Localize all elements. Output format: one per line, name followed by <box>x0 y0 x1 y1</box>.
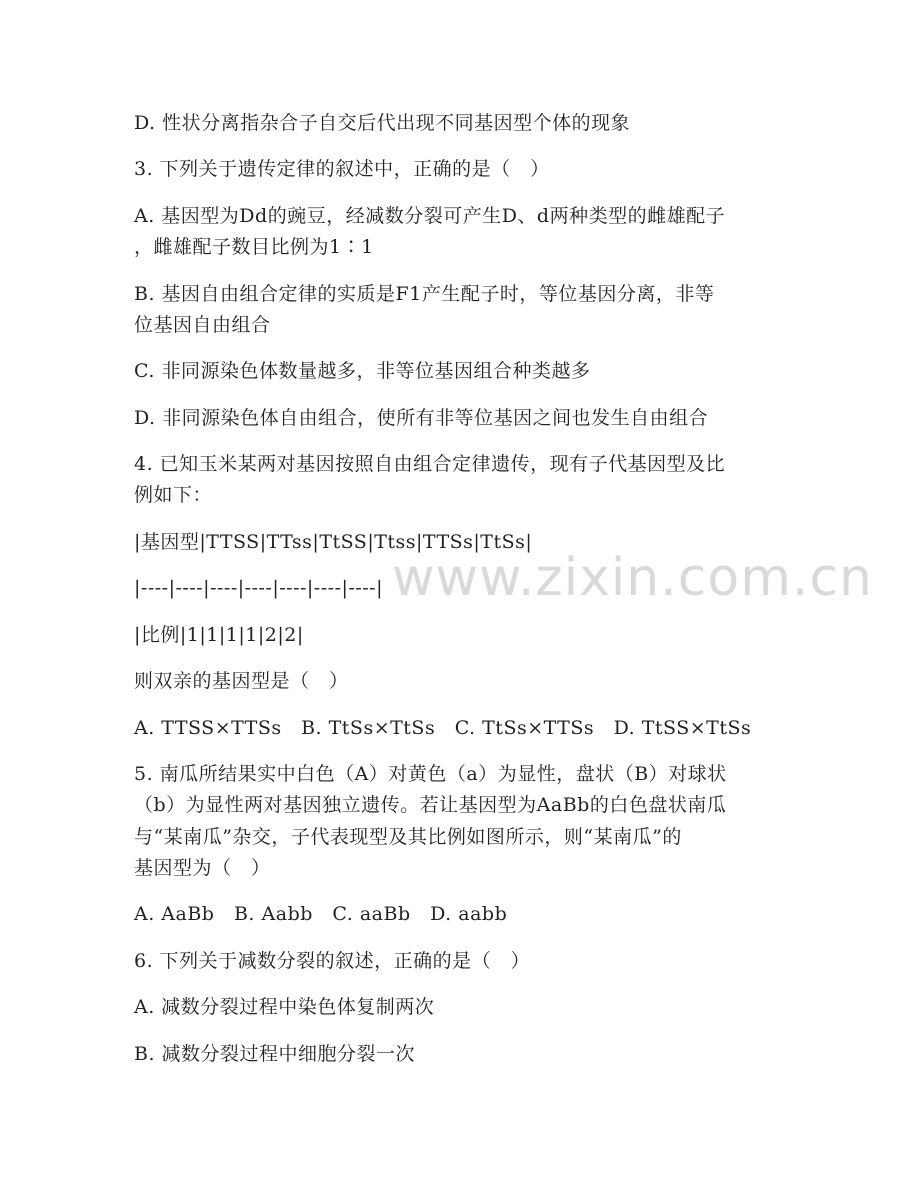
option-a-q3-line2: ，雌雄配子数目比例为1∶1 <box>134 236 374 258</box>
option-c-q3: C. 非同源染色体数量越多，非等位基因组合种类越多 <box>134 360 591 382</box>
option-b-q3-line1: B. 基因自由组合定律的实质是F1产生配子时，等位基因分离，非等 <box>134 283 715 305</box>
option-b-q3-line2: 位基因自由组合 <box>134 314 271 336</box>
question-4-stem-line1: 4. 已知玉米某两对基因按照自由组合定律遗传，现有子代基因型及比 <box>134 453 726 475</box>
table-ratio-row: |比例|1|1|1|1|2|2| <box>134 624 304 646</box>
question-5-stem-line3: 与“某南瓜”杂交，子代表现型及其比例如图所示，则“某南瓜”的 <box>134 826 682 848</box>
question-5-stem-line1: 5. 南瓜所结果实中白色（A）对黄色（a）为显性，盘状（B）对球状 <box>134 763 727 785</box>
question-4-ask: 则双亲的基因型是（ ） <box>134 670 349 692</box>
watermark: www.zixin.com.cn <box>392 548 873 608</box>
question-6-stem: 6. 下列关于减数分裂的叙述，正确的是（ ） <box>134 950 531 972</box>
question-5-options: A. AaBb B. Aabb C. aaBb D. aabb <box>134 903 508 925</box>
question-3-stem: 3. 下列关于遗传定律的叙述中，正确的是（ ） <box>134 158 550 180</box>
table-separator-row: |----|----|----|----|----|----|----| <box>134 577 383 599</box>
question-5-stem-line4: 基因型为（ ） <box>134 857 271 879</box>
question-4-stem-line2: 例如下： <box>134 484 213 506</box>
question-4-options: A. TTSS×TTSs B. TtSs×TtSs C. TtSs×TTSs D. TtSS×TtSs <box>134 717 752 739</box>
table-header-row: |基因型|TTSS|TTss|TtSS|Ttss|TTSs|TtSs| <box>134 531 533 553</box>
question-5-stem-line2: （b）为显性两对基因独立遗传。若让基因型为AaBb的白色盘状南瓜 <box>134 794 727 816</box>
option-d-q3: D. 非同源染色体自由组合，使所有非等位基因之间也发生自由组合 <box>134 407 709 429</box>
option-a-q3-line1: A. 基因型为Dd的豌豆，经减数分裂可产生D、d两种类型的雌雄配子 <box>134 205 726 227</box>
option-a-q6: A. 减数分裂过程中染色体复制两次 <box>134 996 435 1018</box>
option-d-q2: D. 性状分离指杂合子自交后代出现不同基因型个体的现象 <box>134 112 631 134</box>
option-b-q6: B. 减数分裂过程中细胞分裂一次 <box>134 1043 416 1065</box>
